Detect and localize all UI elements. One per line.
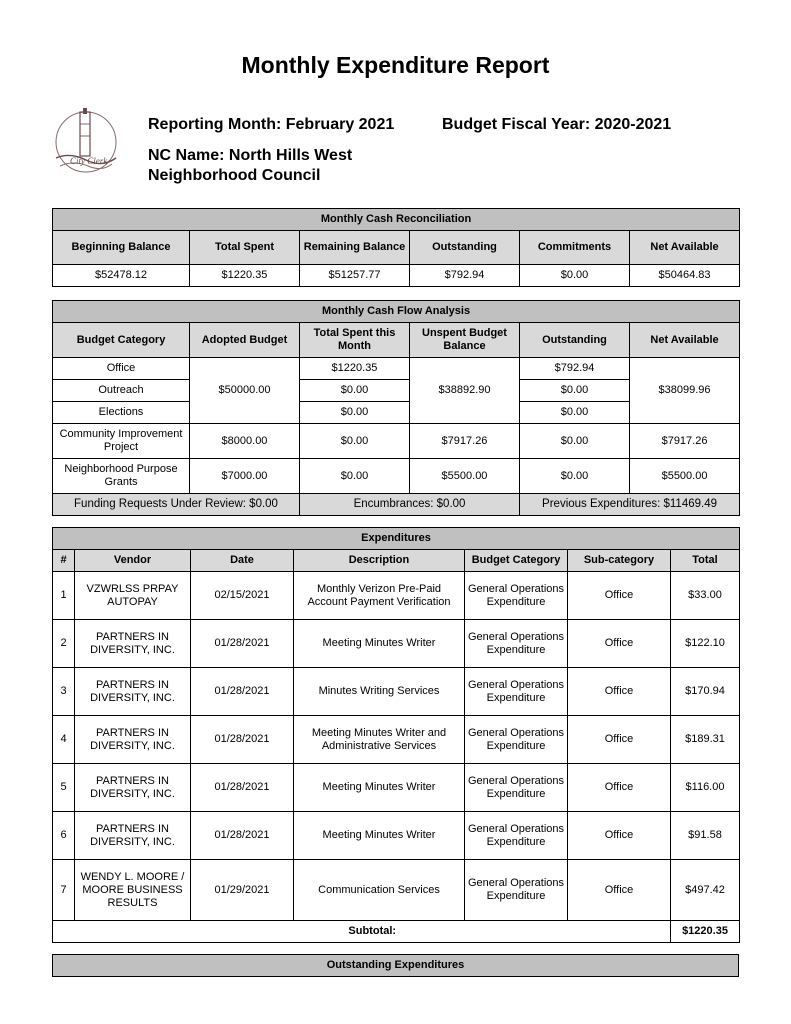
row-vendor: PARTNERS IN DIVERSITY, INC. [75, 812, 191, 860]
cip-unspent: $7917.26 [410, 424, 520, 459]
npg-outstanding: $0.00 [520, 459, 630, 494]
encumbrances: Encumbrances: $0.00 [300, 494, 520, 516]
col-sub-category: Sub-category [568, 550, 671, 572]
row-total: $497.42 [671, 860, 740, 921]
row-number: 4 [53, 716, 75, 764]
row-total: $116.00 [671, 764, 740, 812]
row-description: Meeting Minutes Writer [294, 764, 465, 812]
budget-fiscal-year: Budget Fiscal Year: 2020-2021 [442, 116, 672, 133]
row-description: Meeting Minutes Writer [294, 620, 465, 668]
row-sub-category: Office [568, 812, 671, 860]
col-beginning-balance: Beginning Balance [53, 231, 190, 265]
row-total: $122.10 [671, 620, 740, 668]
col-outstanding: Outstanding [520, 323, 630, 358]
cash-reconciliation-table [52, 208, 740, 287]
col-description: Description [294, 550, 465, 572]
row-number: 7 [53, 860, 75, 921]
office-spent: $1220.35 [300, 358, 410, 380]
report-title: Monthly Expenditure Report [241, 52, 550, 78]
col-number: # [53, 550, 75, 572]
table-row [53, 812, 740, 860]
row-vendor: PARTNERS IN DIVERSITY, INC. [75, 716, 191, 764]
table-row [53, 716, 740, 764]
npg-spent: $0.00 [300, 459, 410, 494]
row-total: $170.94 [671, 668, 740, 716]
outstanding-expenditures-table [52, 954, 739, 977]
row-date: 01/28/2021 [191, 812, 294, 860]
col-budget-category: Budget Category [53, 323, 190, 358]
general-adopted-budget: $50000.00 [190, 358, 300, 424]
col-budget-category: Budget Category [465, 550, 568, 572]
row-date: 01/28/2021 [191, 716, 294, 764]
row-sub-category: Office [568, 572, 671, 620]
funding-requests-under-review: Funding Requests Under Review: $0.00 [53, 494, 300, 516]
elections-spent: $0.00 [300, 402, 410, 424]
row-description: Minutes Writing Services [294, 668, 465, 716]
row-vendor: VZWRLSS PRPAY AUTOPAY [75, 572, 191, 620]
table-row [53, 860, 740, 921]
nc-name-line2: Neighborhood Council [148, 167, 321, 184]
col-unspent-budget: Unspent Budget Balance [410, 323, 520, 358]
row-date: 01/28/2021 [191, 668, 294, 716]
row-date: 01/29/2021 [191, 860, 294, 921]
row-date: 01/28/2021 [191, 620, 294, 668]
row-budget-category: General Operations Expenditure [465, 572, 568, 620]
cip-outstanding: $0.00 [520, 424, 630, 459]
category-npg: Neighborhood Purpose Grants [53, 459, 190, 494]
col-total: Total [671, 550, 740, 572]
row-sub-category: Office [568, 620, 671, 668]
row-description: Communication Services [294, 860, 465, 921]
row-total: $33.00 [671, 572, 740, 620]
row-date: 01/28/2021 [191, 764, 294, 812]
cash-flow-table [52, 300, 740, 516]
category-elections: Elections [53, 402, 190, 424]
beginning-balance-value: $52478.12 [53, 265, 190, 287]
cash-flow-title: Monthly Cash Flow Analysis [53, 301, 740, 323]
nc-name [148, 146, 418, 186]
subtotal-label: Subtotal: [75, 921, 671, 943]
row-budget-category: General Operations Expenditure [465, 668, 568, 716]
subtotal-value: $1220.35 [671, 921, 740, 943]
row-vendor: PARTNERS IN DIVERSITY, INC. [75, 620, 191, 668]
col-total-spent-month: Total Spent this Month [300, 323, 410, 358]
row-number: 1 [53, 572, 75, 620]
city-clerk-seal-icon [50, 104, 122, 182]
table-row [53, 764, 740, 812]
row-sub-category: Office [568, 668, 671, 716]
row-total: $91.58 [671, 812, 740, 860]
nc-name-line1: NC Name: North Hills West [148, 147, 353, 164]
npg-unspent: $5500.00 [410, 459, 520, 494]
col-remaining-balance: Remaining Balance [300, 231, 410, 265]
cip-spent: $0.00 [300, 424, 410, 459]
row-number: 5 [53, 764, 75, 812]
npg-adopted: $7000.00 [190, 459, 300, 494]
category-cip: Community Improvement Project [53, 424, 190, 459]
npg-net: $5500.00 [630, 459, 740, 494]
net-available-value: $50464.83 [630, 265, 740, 287]
general-net-available: $38099.96 [630, 358, 740, 424]
expenditures-table [52, 527, 740, 943]
row-budget-category: General Operations Expenditure [465, 620, 568, 668]
table-row [53, 572, 740, 620]
row-sub-category: Office [568, 860, 671, 921]
commitments-value: $0.00 [520, 265, 630, 287]
row-budget-category: General Operations Expenditure [465, 764, 568, 812]
col-net-available: Net Available [630, 231, 740, 265]
outreach-spent: $0.00 [300, 380, 410, 402]
col-date: Date [191, 550, 294, 572]
row-number: 3 [53, 668, 75, 716]
table-row [53, 358, 740, 380]
row-vendor: WENDY L. MOORE / MOORE BUSINESS RESULTS [75, 860, 191, 921]
row-number: 6 [53, 812, 75, 860]
col-net-available: Net Available [630, 323, 740, 358]
elections-outstanding: $0.00 [520, 402, 630, 424]
cip-net: $7917.26 [630, 424, 740, 459]
cash-reconciliation-title: Monthly Cash Reconciliation [53, 209, 740, 231]
row-vendor: PARTNERS IN DIVERSITY, INC. [75, 668, 191, 716]
total-spent-value: $1220.35 [190, 265, 300, 287]
category-outreach: Outreach [53, 380, 190, 402]
office-outstanding: $792.94 [520, 358, 630, 380]
row-sub-category: Office [568, 716, 671, 764]
svg-text:City Clerk: City Clerk [70, 156, 108, 166]
col-vendor: Vendor [75, 550, 191, 572]
remaining-balance-value: $51257.77 [300, 265, 410, 287]
col-adopted-budget: Adopted Budget [190, 323, 300, 358]
category-office: Office [53, 358, 190, 380]
table-row [53, 424, 740, 459]
row-budget-category: General Operations Expenditure [465, 812, 568, 860]
col-commitments: Commitments [520, 231, 630, 265]
table-row [53, 620, 740, 668]
col-total-spent: Total Spent [190, 231, 300, 265]
row-budget-category: General Operations Expenditure [465, 716, 568, 764]
previous-expenditures: Previous Expenditures: $11469.49 [520, 494, 740, 516]
row-description: Meeting Minutes Writer [294, 812, 465, 860]
table-row [53, 459, 740, 494]
expenditures-title: Expenditures [53, 528, 740, 550]
row-vendor: PARTNERS IN DIVERSITY, INC. [75, 764, 191, 812]
outstanding-value: $792.94 [410, 265, 520, 287]
table-row [53, 668, 740, 716]
row-sub-category: Office [568, 764, 671, 812]
general-unspent-balance: $38892.90 [410, 358, 520, 424]
outreach-outstanding: $0.00 [520, 380, 630, 402]
cip-adopted: $8000.00 [190, 424, 300, 459]
row-budget-category: General Operations Expenditure [465, 860, 568, 921]
row-description: Meeting Minutes Writer and Administrative Services [294, 716, 465, 764]
reporting-month: Reporting Month: February 2021 [148, 116, 395, 133]
row-date: 02/15/2021 [191, 572, 294, 620]
row-total: $189.31 [671, 716, 740, 764]
col-outstanding: Outstanding [410, 231, 520, 265]
row-description: Monthly Verizon Pre-Paid Account Payment Verification [294, 572, 465, 620]
outstanding-expenditures-title: Outstanding Expenditures [53, 955, 739, 977]
row-number: 2 [53, 620, 75, 668]
